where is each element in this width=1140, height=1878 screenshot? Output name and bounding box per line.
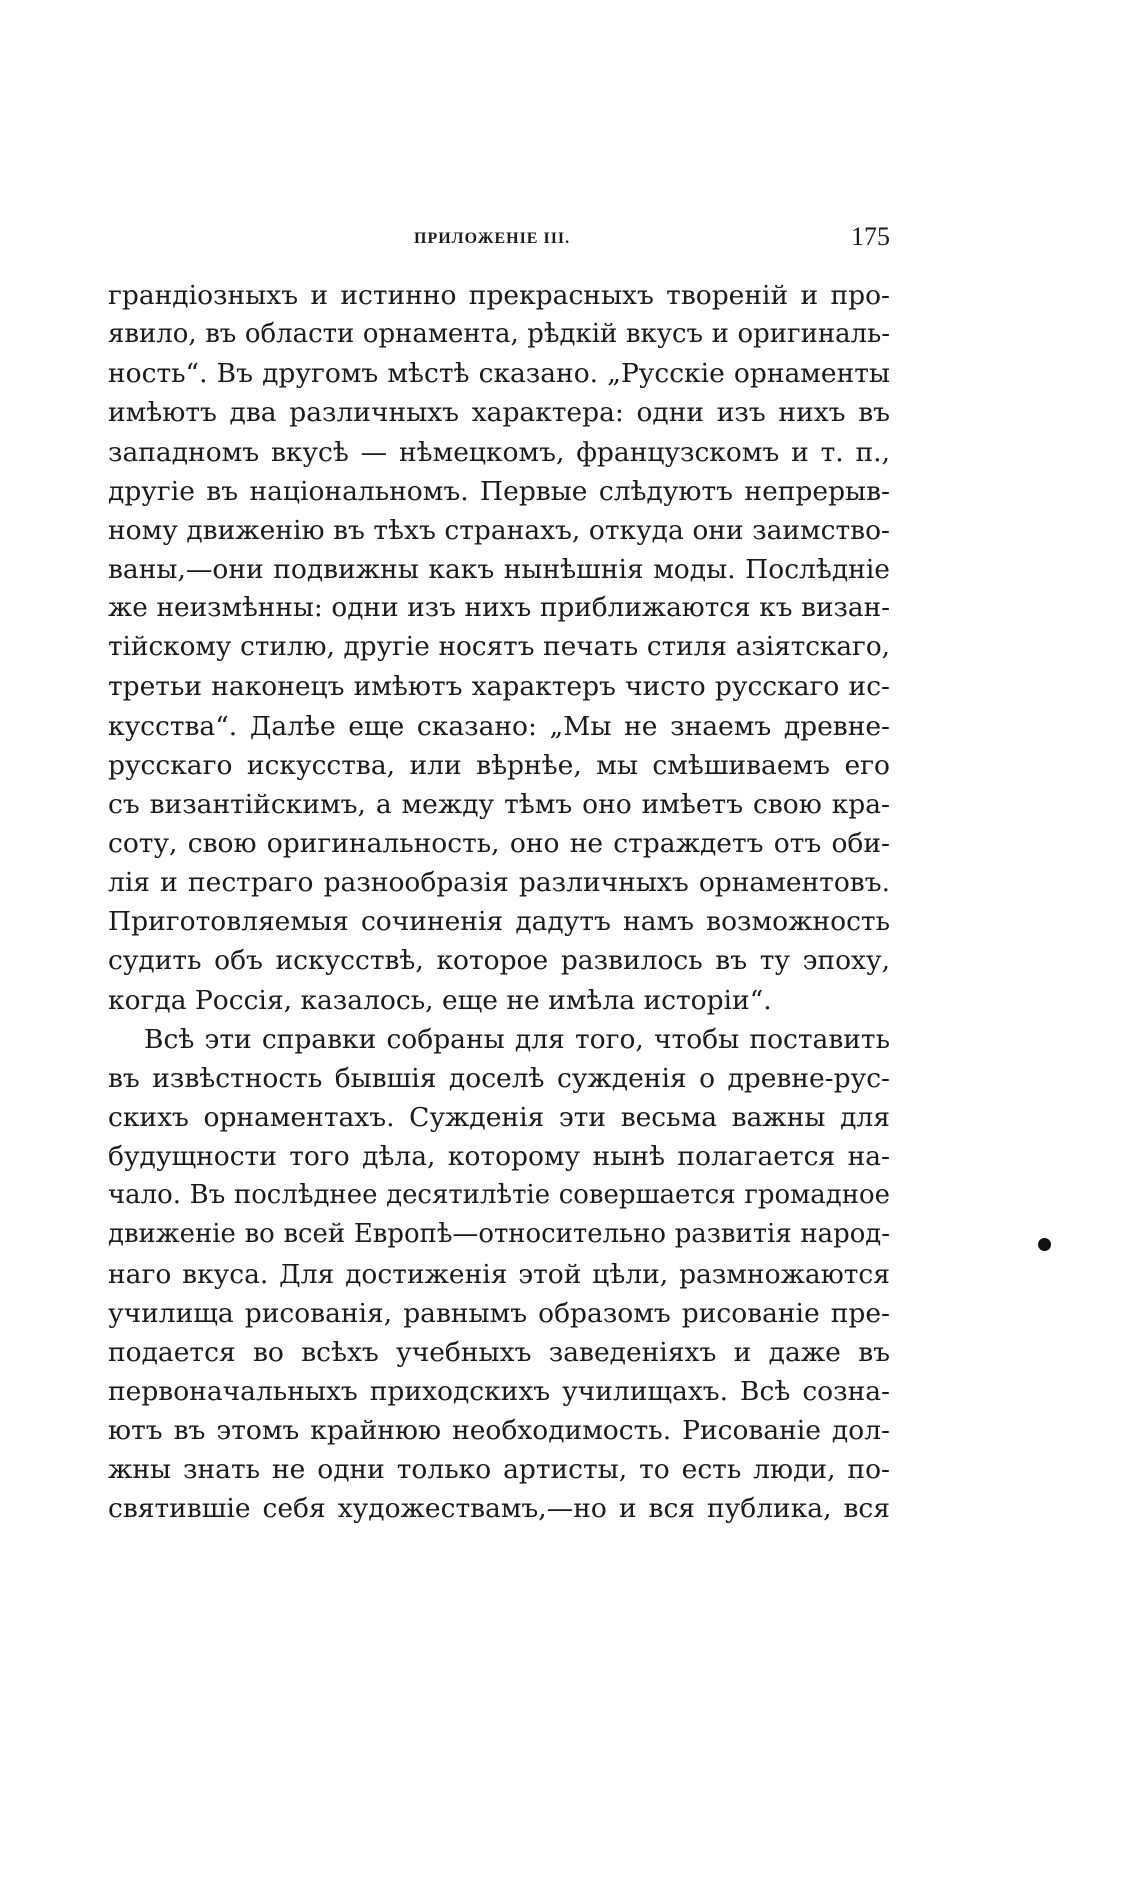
text-line: Приготовляемыя сочиненія дадутъ намъ возможность xyxy=(108,906,890,938)
section-title: ПРИЛОЖЕНІЕ III. xyxy=(414,230,571,247)
text-line: тійскому стилю, другіе носятъ печать стиля азіятскаго, xyxy=(108,632,890,663)
page-number: 175 xyxy=(851,222,890,251)
margin-ink-dot xyxy=(1038,1238,1051,1251)
text-line: же неизмѣнны: одни изъ нихъ приближаются къ визан- xyxy=(108,593,890,624)
text-line: ному движенію въ тѣхъ странахъ, откуда они заимство- xyxy=(108,514,890,546)
text-line: училища рисованія, равнымъ образомъ рисованіе пре- xyxy=(108,1297,890,1329)
text-line: жны знать не одни только артисты, то есть люди, по- xyxy=(108,1454,890,1486)
body-text xyxy=(108,276,890,1529)
paragraph-2 xyxy=(108,1020,890,1529)
text-line: когда Россія, казалось, еще не имѣла исторіи“. xyxy=(108,984,772,1016)
text-line: ваны,—они подвижны какъ нынѣшнія моды. Послѣдніе xyxy=(108,553,890,585)
text-line: третьи наконецъ имѣютъ характеръ чисто русскаго ис- xyxy=(108,671,890,703)
text-line: подается во всѣхъ учебныхъ заведеніяхъ и даже въ xyxy=(108,1336,890,1368)
text-line: ность“. Въ другомъ мѣстѣ сказано. „Русскіе орнаменты xyxy=(108,358,890,390)
text-line: ютъ въ этомъ крайнюю необходимость. Рисованіе дол- xyxy=(108,1415,890,1447)
text-line: другіе въ національномъ. Первые слѣдуютъ непрерыв- xyxy=(108,475,890,507)
text-line: русскаго искусства, или вѣрнѣе, мы смѣшиваемъ его xyxy=(108,749,890,781)
text-line: западномъ вкусѣ — нѣмецкомъ, французскомъ и т. п., xyxy=(108,436,890,468)
text-line: имѣютъ два различныхъ характера: одни изъ нихъ въ xyxy=(108,397,890,429)
running-head xyxy=(108,222,890,258)
text-line: наго вкуса. Для достиженія этой цѣли, размножаются xyxy=(108,1258,890,1290)
text-line: чало. Въ послѣднее десятилѣтіе совершается громадное xyxy=(108,1180,890,1211)
text-line: будущности того дѣла, которому нынѣ полагается на- xyxy=(108,1141,890,1173)
text-line: кусства“. Далѣе еще сказано: „Мы не знаемъ древне- xyxy=(108,710,890,742)
text-line: грандіозныхъ и истинно прекрасныхъ твореній и про- xyxy=(108,280,890,311)
text-line: лія и пестраго разнообразія различныхъ орнаментовъ. xyxy=(108,867,890,899)
text-line: святившіе себя художествамъ,—но и вся публика, вся xyxy=(108,1493,890,1525)
text-line: въ извѣстность бывшія доселѣ сужденія о древне-рус- xyxy=(108,1062,890,1094)
paragraph-1 xyxy=(108,276,890,1020)
text-line: съ византійскимъ, а между тѣмъ оно имѣетъ свою кра- xyxy=(108,788,890,820)
text-line: соту, свою оригинальность, оно не страждетъ отъ оби- xyxy=(108,827,890,859)
text-line: первоначальныхъ приходскихъ училищахъ. Всѣ созна- xyxy=(108,1375,890,1407)
text-line: явило, въ области орнамента, рѣдкій вкусъ и оригиналь- xyxy=(108,319,890,350)
text-line: движеніе во всей Европѣ—относительно развитія народ- xyxy=(108,1219,890,1250)
text-line: скихъ орнаментахъ. Сужденія эти весьма важны для xyxy=(108,1101,890,1133)
text-line: Всѣ эти справки собраны для того, чтобы поставить xyxy=(144,1023,890,1055)
text-line: судить объ искусствѣ, которое развилось въ ту эпоху, xyxy=(108,945,890,977)
